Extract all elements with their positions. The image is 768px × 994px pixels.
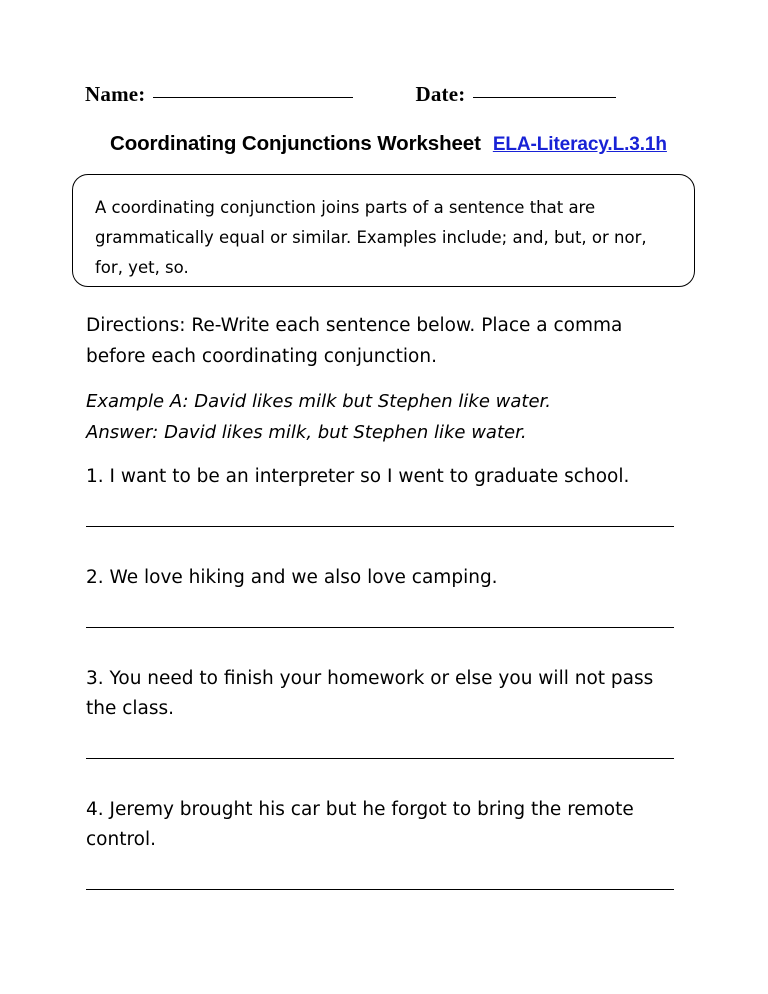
directions-text: Directions: Re-Write each sentence below. Place a comma before each coordinating conjunction. [86,315,623,367]
name-label: Name: [85,82,146,106]
header-row [85,82,685,107]
question-item [86,462,686,527]
example-prompt: Example A: David likes milk but Stephen like water. [86,391,552,412]
date-input-line[interactable] [473,96,616,98]
answer-line[interactable] [86,627,674,628]
question-text: 2. We love hiking and we also love camping. [86,567,498,588]
date-group [415,82,616,107]
date-label: Date: [415,82,466,106]
standard-link[interactable]: ELA-Literacy.L.3.1h [492,134,667,155]
questions-list [86,462,686,926]
answer-line[interactable] [86,758,674,759]
example-block [86,386,696,448]
page-title: Coordinating Conjunctions Worksheet [110,132,481,155]
title-row [110,132,667,156]
question-text: 1. I want to be an interpreter so I went to graduate school. [86,466,630,487]
question-item [86,563,686,628]
answer-line[interactable] [86,526,674,527]
question-item [86,664,686,759]
question-text: 4. Jeremy brought his car but he forgot to bring the remote control. [86,799,634,850]
question-item [86,795,686,890]
definition-box [72,174,695,287]
name-input-line[interactable] [153,96,353,98]
example-answer: Answer: David likes milk, but Stephen like water. [86,422,527,443]
answer-line[interactable] [86,889,674,890]
question-text: 3. You need to finish your homework or else you will not pass the class. [86,668,654,719]
definition-text: A coordinating conjunction joins parts of a sentence that are grammatically equal or similar. Examples include; and, but, or nor, for, yet, so. [95,198,647,277]
